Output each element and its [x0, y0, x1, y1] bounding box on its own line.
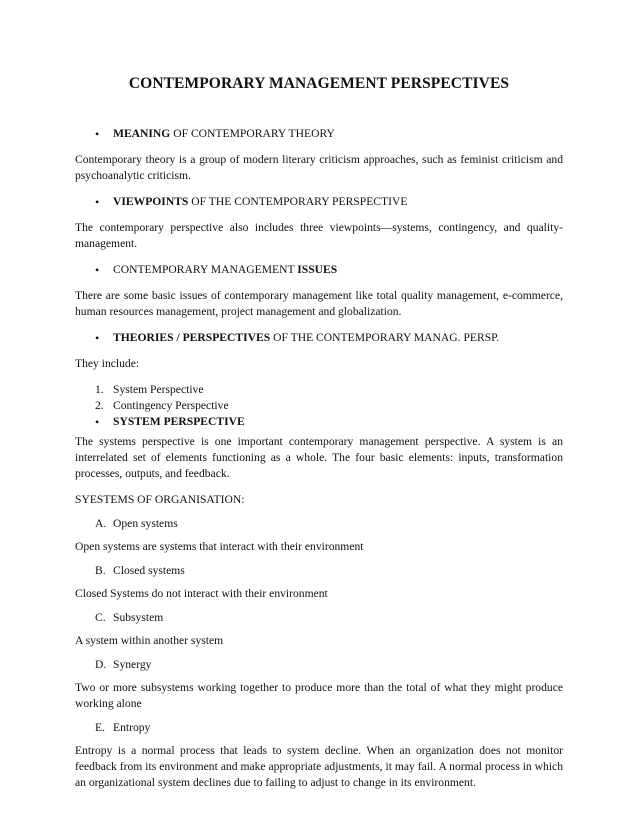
- list-item-letter: C.: [95, 611, 106, 624]
- bullet-issues-bold: ISSUES: [297, 263, 338, 276]
- bullet-viewpoints: [75, 194, 563, 210]
- bullet-system-perspective-bold: SYSTEM PERSPECTIVE: [113, 415, 245, 428]
- list-item: [75, 382, 563, 398]
- list-item-label: Closed systems: [113, 564, 185, 577]
- list-item-letter: B.: [95, 564, 106, 577]
- systems-heading: SYESTEMS OF ORGANISATION:: [75, 493, 245, 506]
- list-item-number: 1.: [95, 383, 104, 396]
- list-item-desc: A system within another system: [75, 634, 224, 647]
- bullet-viewpoints-rest: OF THE CONTEMPORARY PERSPECTIVE: [188, 195, 408, 208]
- list-item: [75, 610, 563, 626]
- bullet-issues-rest: CONTEMPORARY MANAGEMENT: [113, 263, 298, 276]
- page-title: CONTEMPORARY MANAGEMENT PERSPECTIVES: [128, 75, 510, 92]
- bullet-system-perspective: [75, 414, 563, 430]
- list-item: [75, 720, 563, 736]
- bullet-issues: [75, 262, 563, 278]
- list-item: [75, 398, 563, 414]
- list-item-letter: A.: [95, 517, 107, 530]
- list-item-label: Entropy: [113, 721, 151, 734]
- list-item-number: 2.: [95, 399, 104, 412]
- bullet-theories: [75, 330, 563, 346]
- bullet-theories-bold: THEORIES / PERSPECTIVES: [113, 331, 271, 344]
- list-item-desc: Two or more subsystems working together to produce more than the total of what they might produce working alone: [75, 681, 563, 710]
- list-item-desc: Open systems are systems that interact with their environment: [75, 540, 364, 553]
- list-item-letter: E.: [95, 721, 105, 734]
- bullet-meaning: [75, 126, 563, 142]
- list-item: [75, 563, 563, 579]
- list-item-desc: Entropy is a normal process that leads to system decline. When an organization does not monitor feedback from its environment and make appropriate adjustments, it may fail. A normal process in which an organizational system declines due to failing to adjust to change in its environment.: [75, 744, 563, 789]
- list-item-letter: D.: [95, 658, 107, 671]
- list-item: [75, 657, 563, 673]
- list-item-label: Subsystem: [113, 611, 164, 624]
- system-perspective-body: The systems perspective is one important contemporary management perspective. A system is an interrelated set of elements functioning as a whole. The four basic elements: inputs, transformation processes, outputs, and feedback.: [75, 435, 563, 480]
- list-item-label: Open systems: [113, 517, 178, 530]
- theories-intro: They include:: [75, 357, 140, 370]
- bullet-viewpoints-bold: VIEWPOINTS: [113, 195, 189, 208]
- list-item-label: Contingency Perspective: [113, 399, 229, 412]
- document-body: [75, 126, 563, 801]
- bullet-theories-rest: OF THE CONTEMPORARY MANAG. PERSP.: [270, 331, 500, 344]
- list-item: [75, 516, 563, 532]
- list-item-desc: Closed Systems do not interact with their environment: [75, 587, 328, 600]
- meaning-body: Contemporary theory is a group of modern literary criticism approaches, such as feminist criticism and psychoanalytic criticism.: [75, 153, 563, 182]
- bullet-meaning-rest: OF CONTEMPORARY THEORY: [170, 127, 335, 140]
- issues-body: There are some basic issues of contemporary management like total quality management, e-commerce, human resources management, project management and globalization.: [75, 289, 563, 318]
- list-item-label: System Perspective: [113, 383, 204, 396]
- viewpoints-body: The contemporary perspective also includes three viewpoints—systems, contingency, and quality-management.: [75, 221, 563, 250]
- list-item-label: Synergy: [113, 658, 152, 671]
- bullet-meaning-bold: MEANING: [113, 127, 171, 140]
